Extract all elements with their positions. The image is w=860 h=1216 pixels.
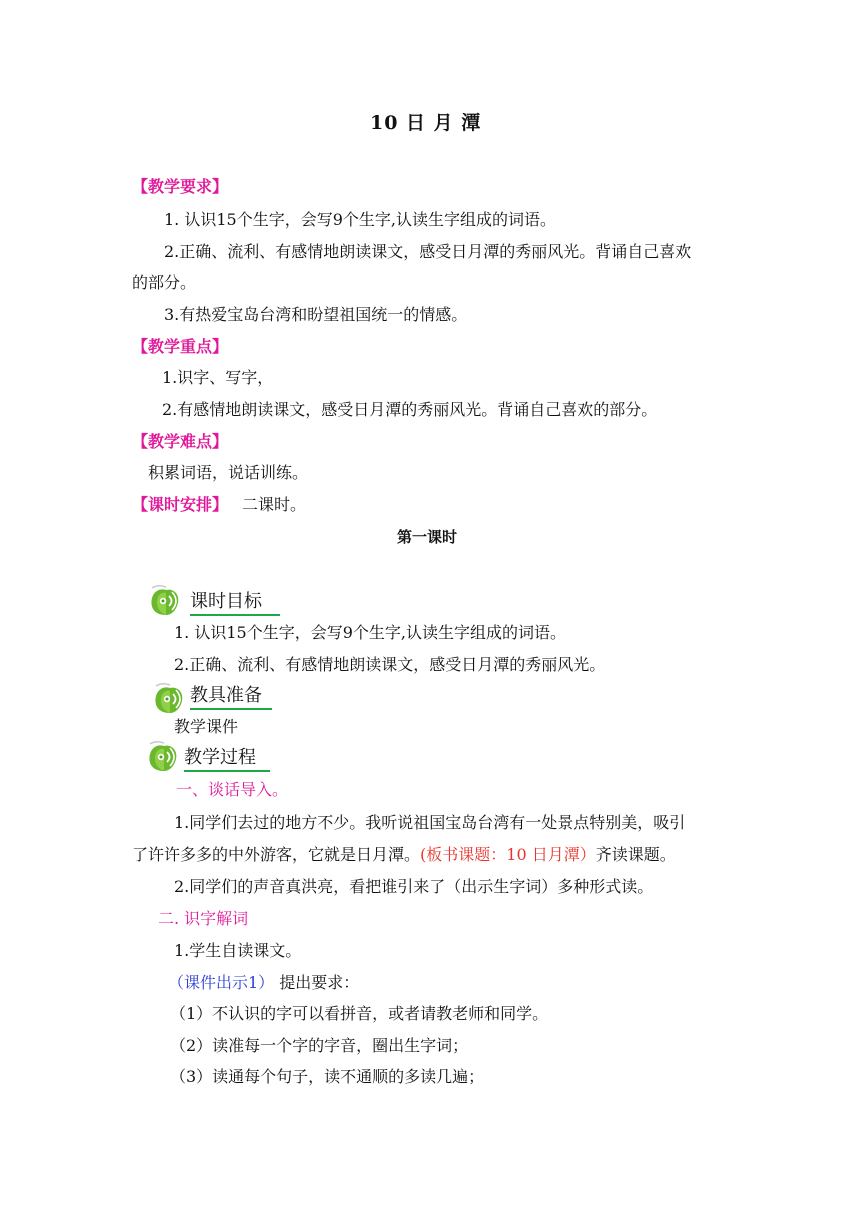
sound-leaf-icon: [146, 582, 186, 618]
part1-para2: 2.同学们的声音真洪亮，看把谁引来了（出示生字词）多种形式读。: [174, 877, 654, 896]
part2-step-3: （3）读通每个句子，读不通顺的多读几遍；: [170, 1067, 485, 1086]
key-points-header: 【教学重点】: [132, 337, 229, 356]
materials-heading: 教具准备: [190, 685, 262, 706]
part1-para1-line1: 1.同学们去过的地方不少。我听说祖国宝岛台湾有一处景点特别美，吸引: [174, 813, 686, 832]
goal-item-2: 2.正确、流利、有感情地朗读课文，感受日月潭的秀丽风光。: [174, 655, 606, 674]
part1-para1-line2: [132, 844, 676, 866]
requirement-item-2-cont: 的部分。: [132, 273, 197, 292]
process-underline: [184, 770, 270, 772]
difficulties-text: 积累词语，说话训练。: [148, 463, 309, 482]
materials-underline: [190, 708, 272, 710]
part2-step-2: （2）读准每一个字的字音，圈出生字词；: [170, 1036, 469, 1055]
schedule-text: 二课时。: [242, 495, 307, 514]
part2-para1: 1.学生自读课文。: [174, 941, 302, 960]
sound-leaf-icon: [144, 738, 184, 774]
page-title: 10 日 月 潭: [370, 112, 482, 134]
part2-step-1: （1）不认识的字可以看拼音，或者请教老师和同学。: [170, 1004, 549, 1023]
part1-para1-text: 了许许多多的中外游客，它就是日月潭。: [132, 845, 421, 864]
part1-para1-end: 齐读课题。: [595, 845, 676, 864]
part2-requirements-label: 提出要求：: [274, 973, 360, 992]
schedule-header: 【课时安排】: [132, 495, 229, 514]
difficulties-header: 【教学难点】: [132, 432, 229, 451]
requirements-header: 【教学要求】: [132, 177, 229, 196]
requirement-item-1: 1. 认识15个生字，会写9个生字,认读生字组成的词语。: [164, 210, 556, 229]
lesson-title: 第一课时: [397, 528, 458, 546]
part2-para2: [168, 972, 359, 994]
materials-text: 教学课件: [174, 717, 239, 736]
part2-title: 二. 识字解词: [158, 909, 249, 928]
key-point-item-2: 2.有感情地朗读课文，感受日月潭的秀丽风光。背诵自己喜欢的部分。: [162, 400, 658, 419]
requirement-item-3: 3.有热爱宝岛台湾和盼望祖国统一的情感。: [164, 305, 468, 324]
blackboard-note: (板书课题：10 日月潭）: [420, 845, 596, 864]
key-point-item-1: 1.识字、写字，: [162, 368, 274, 387]
sound-leaf-icon: [150, 680, 190, 716]
part1-title: 一、谈话导入。: [176, 780, 289, 799]
goal-item-1: 1. 认识15个生字，会写9个生字,认读生字组成的词语。: [174, 623, 566, 642]
goals-underline: [190, 614, 280, 616]
process-heading: 教学过程: [184, 747, 256, 768]
requirement-item-2: 2.正确、流利、有感情地朗读课文，感受日月潭的秀丽风光。背诵自己喜欢: [164, 242, 692, 261]
goals-heading: 课时目标: [190, 591, 262, 612]
courseware-note: （课件出示1）: [168, 973, 275, 992]
